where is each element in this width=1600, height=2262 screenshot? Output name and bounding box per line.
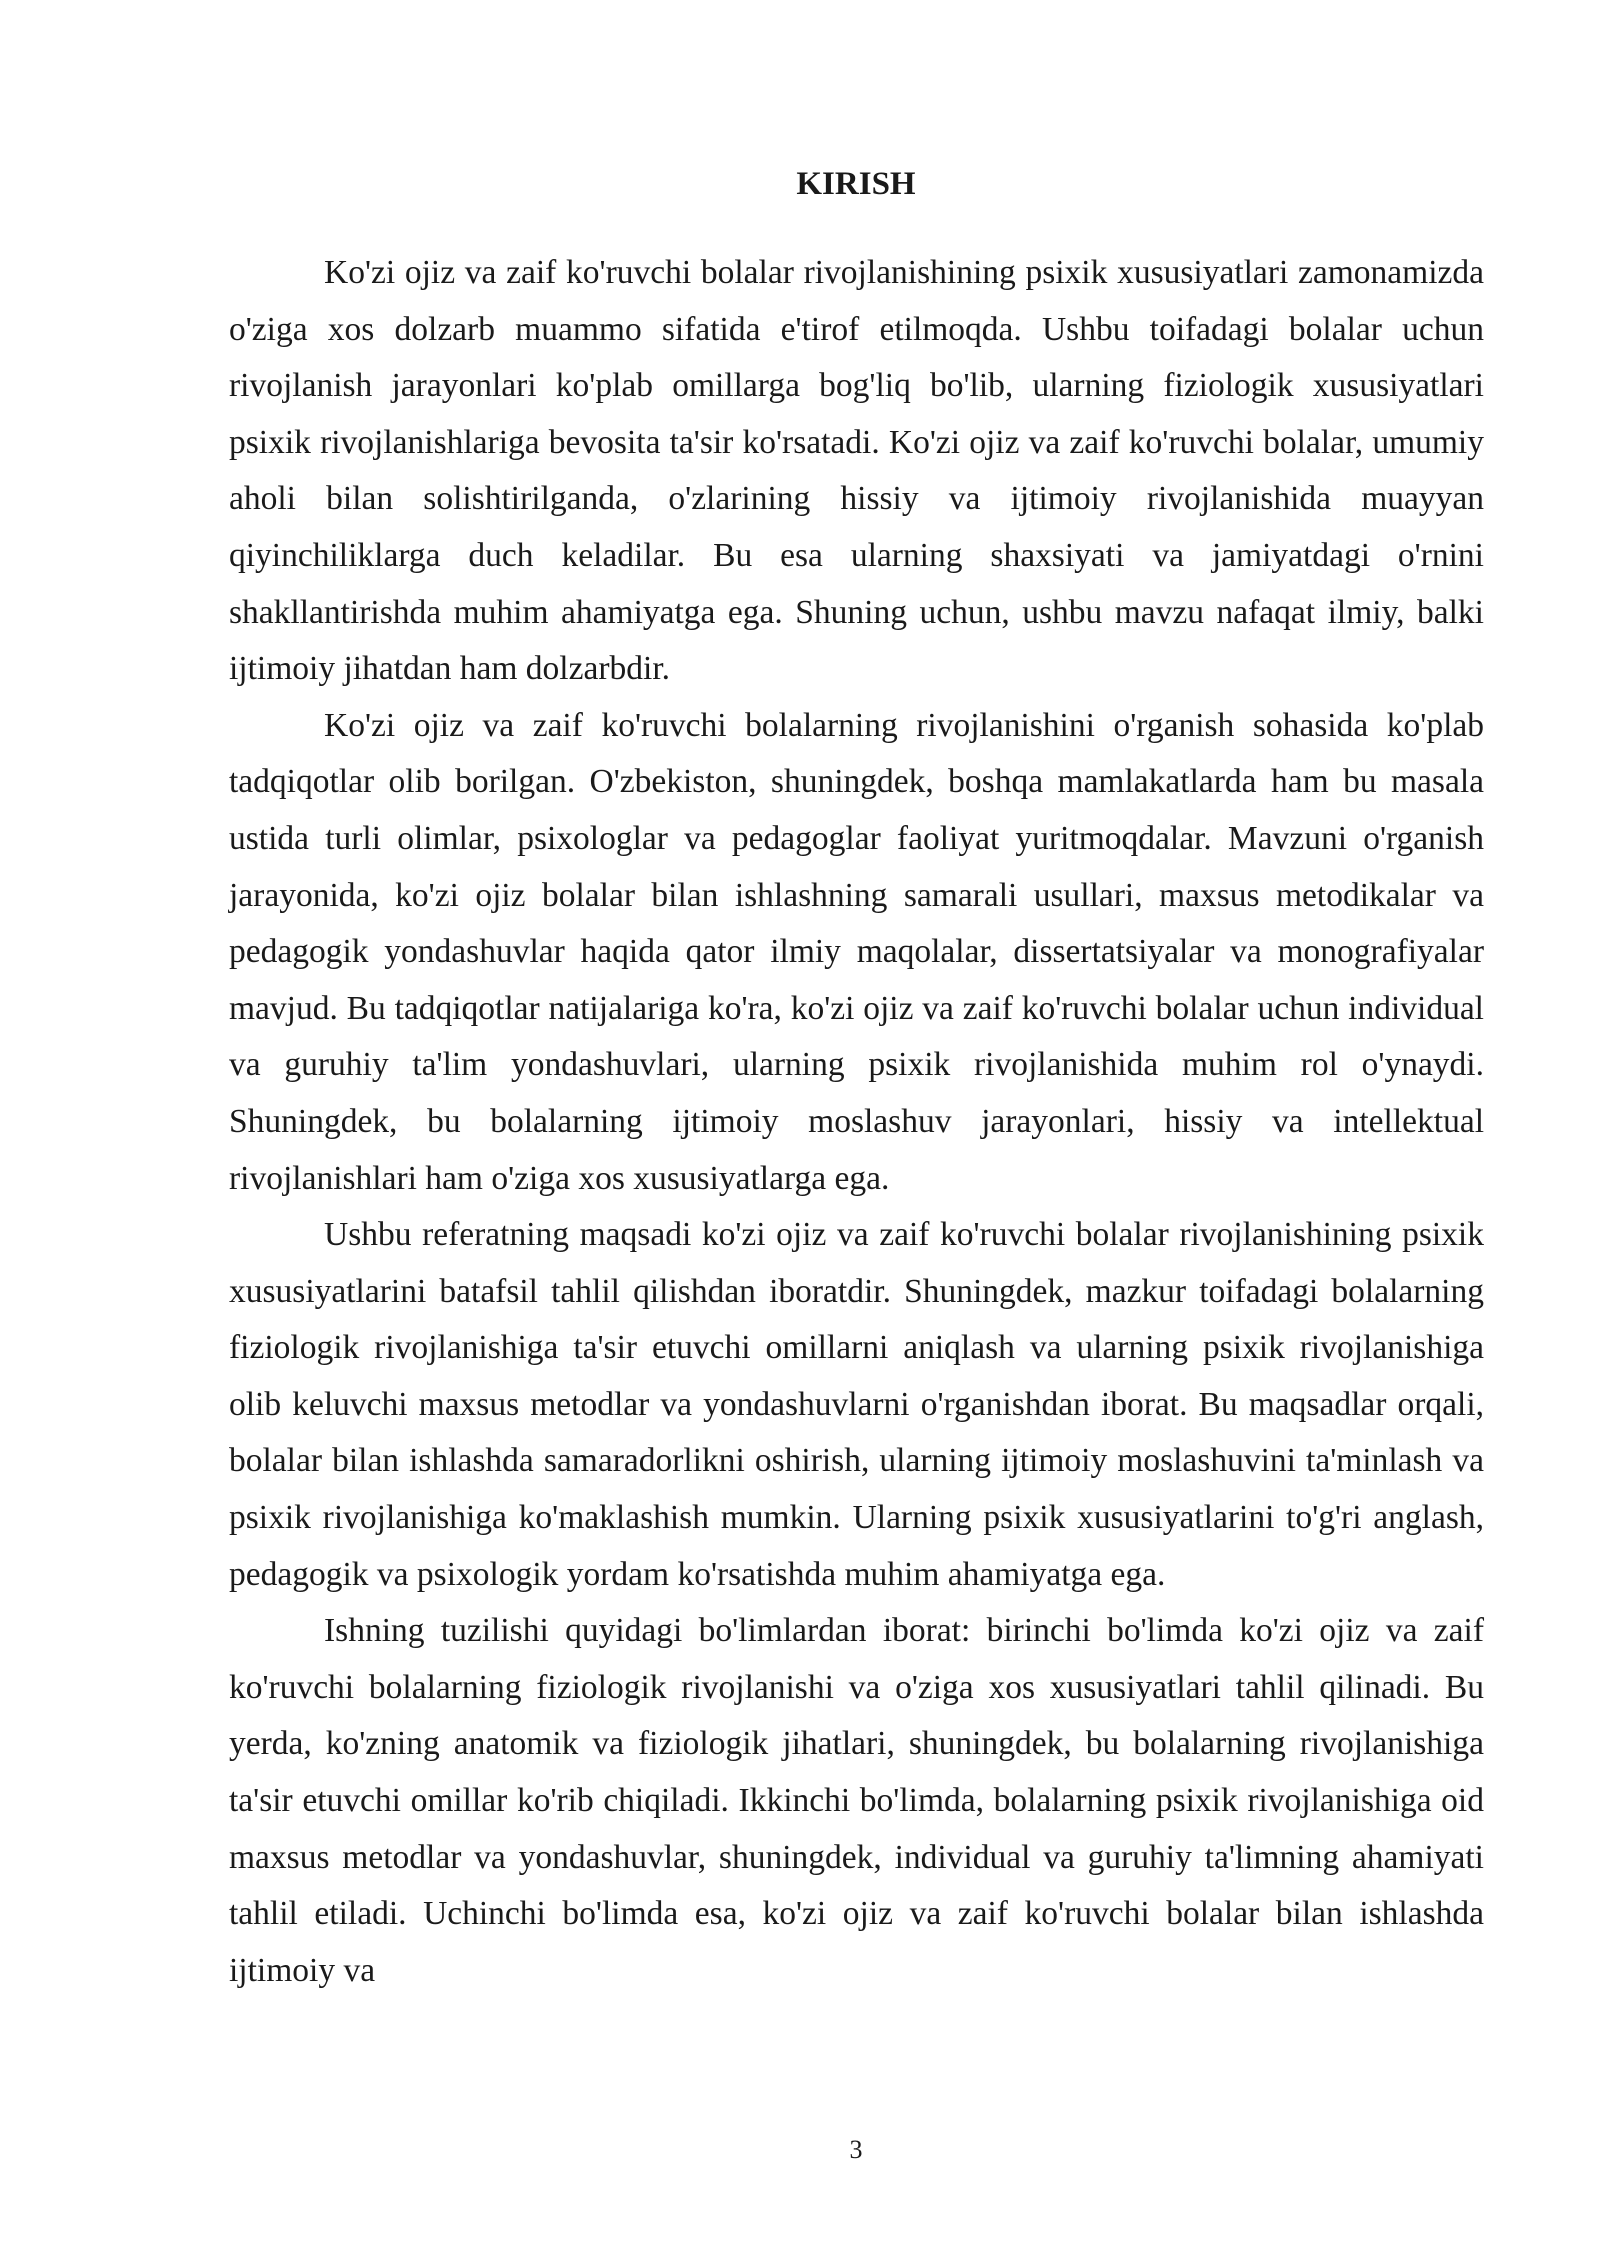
paragraph-1: Ko'zi ojiz va zaif ko'ruvchi bolalar rivojlanishining psixik xususiyatlari zamonamizda o'ziga xos dolzarb muammo sifatida e'tirof etilmoqda. Ushbu toifadagi bolalar uchun rivojlanish jarayonlari ko'plab omillarga bog'liq bo'lib, ularning fiziologik xususiyatlari psixik rivojlanishlariga bevosita ta'sir ko'rsatadi. Ko'zi ojiz va zaif ko'ruvchi bolalar, umumiy aholi bilan solishtirilganda, o'zlarining hissiy va ijtimoiy rivojlanishida muayyan qiyinchiliklarga duch keladilar. Bu esa ularning shaxsiyati va jamiyatdagi o'rnini shakllantirishda muhim ahamiyatga ega. Shuning uchun, ushbu mavzu nafaqat ilmiy, balki ijtimoiy jihatdan ham dolzarbdir. — [229, 254, 1484, 688]
paragraph-2: Ko'zi ojiz va zaif ko'ruvchi bolalarning rivojlanishini o'rganish sohasida ko'plab tadqiqotlar olib borilgan. O'zbekiston, shuningdek, boshqa mamlakatlarda ham bu masala ustida turli olimlar, psixologlar va pedagoglar faoliyat yuritmoqdalar. Mavzuni o'rganish jarayonida, ko'zi ojiz bolalar bilan ishlashning samarali usullari, maxsus metodikalar va pedagogik yondashuvlar haqida qator ilmiy maqolalar, dissertatsiyalar va monografiyalar mavjud. Bu tadqiqotlar natijalariga ko'ra, ko'zi ojiz va zaif ko'ruvchi bolalar uchun individual va guruhiy ta'lim yondashuvlari, ularning psixik rivojlanishida muhim rol o'ynaydi. Shuningdek, bu bolalarning ijtimoiy moslashuv jarayonlari, hissiy va intellektual rivojlanishlari ham o'ziga xos xususiyatlarga ega. — [229, 706, 1484, 1197]
body-text — [229, 245, 1484, 1999]
paragraph-4: Ishning tuzilishi quyidagi bo'limlardan iborat: birinchi bo'limda ko'zi ojiz va zaif ko'ruvchi bolalarning fiziologik rivojlanishi va o'ziga xos xususiyatlari tahlil qilinadi. Bu yerda, ko'zning anatomik va fiziologik jihatlari, shuningdek, bu bolalarning rivojlanishiga ta'sir etuvchi omillar ko'rib chiqiladi. Ikkinchi bo'limda, bolalarning psixik rivojlanishiga oid maxsus metodlar va yondashuvlar, shuningdek, individual va guruhiy ta'limning ahamiyati tahlil etiladi. Uchinchi bo'limda esa, ko'zi ojiz va zaif ko'ruvchi bolalar bilan ishlashda ijtimoiy va — [229, 1612, 1484, 1989]
page-title: KIRISH — [796, 166, 916, 202]
paragraph-3: Ushbu referatning maqsadi ko'zi ojiz va zaif ko'ruvchi bolalar rivojlanishining psixik xususiyatlarini batafsil tahlil qilishdan iboratdir. Shuningdek, mazkur toifadagi bolalarning fiziologik rivojlanishiga ta'sir etuvchi omillarni aniqlash va ularning psixik rivojlanishiga olib keluvchi maxsus metodlar va yondashuvlarni o'rganishdan iborat. Bu maqsadlar orqali, bolalar bilan ishlashda samaradorlikni oshirish, ularning ijtimoiy moslashuvini ta'minlash va psixik rivojlanishiga ko'maklashish mumkin. Ularning psixik xususiyatlarini to'g'ri anglash, pedagogik va psixologik yordam ko'rsatishda muhim ahamiyatga ega. — [229, 1216, 1484, 1593]
page-number: 3 — [849, 2135, 863, 2164]
